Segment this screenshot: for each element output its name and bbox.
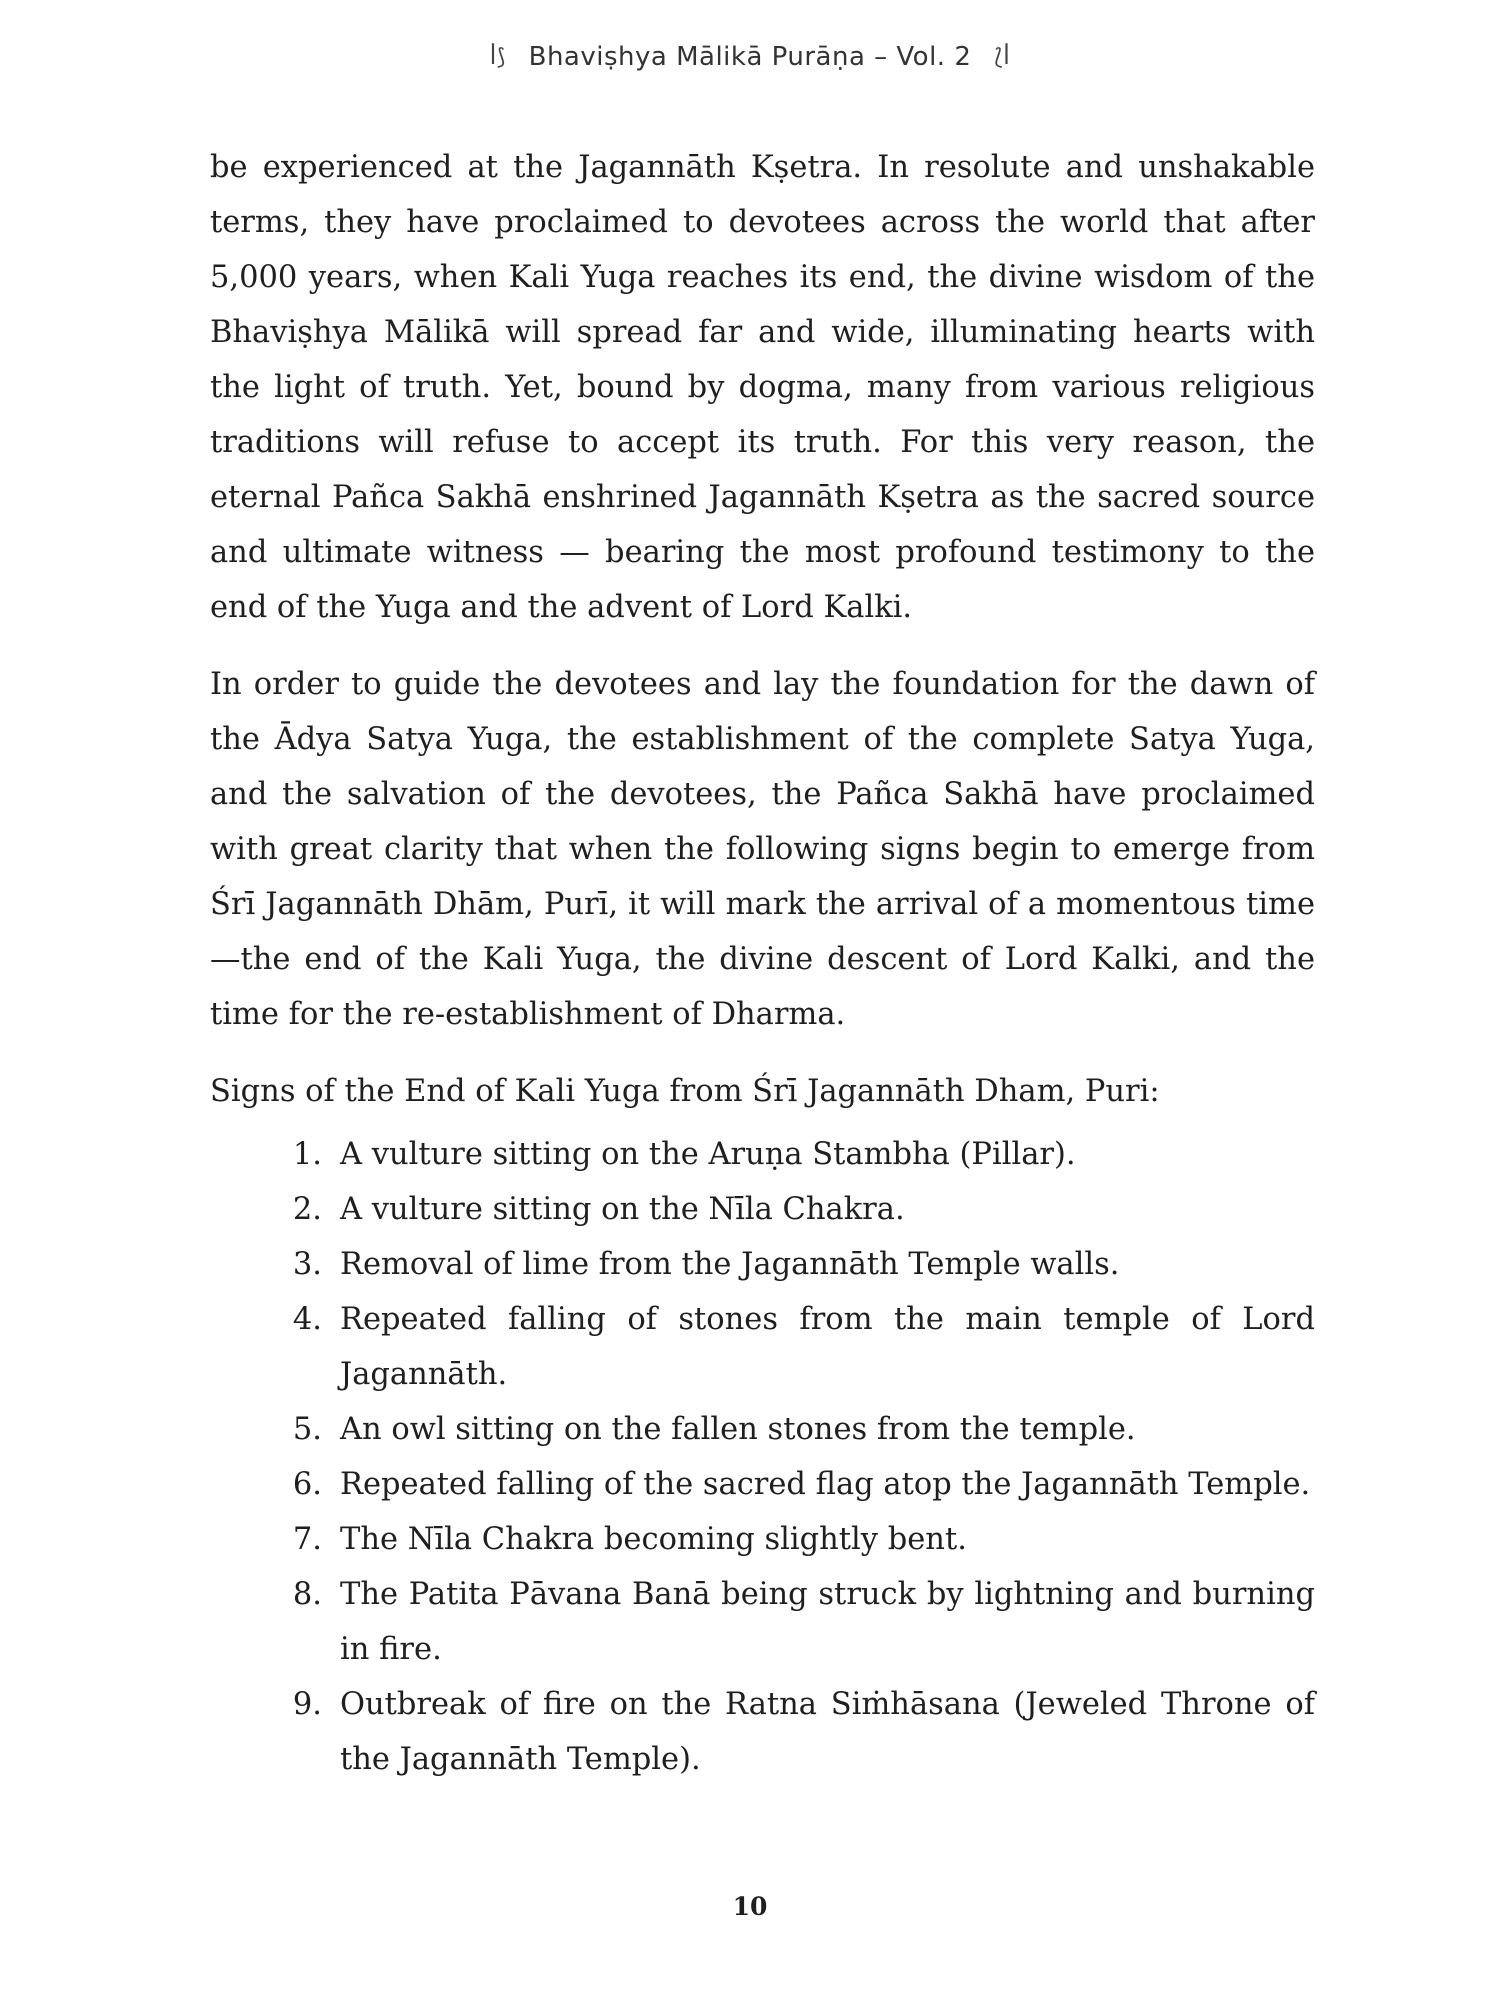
list-number: 9.	[292, 1687, 322, 1722]
list-text: Repeated falling of the sacred flag atop the Jagannāth Temple.	[340, 1467, 1311, 1502]
signs-list	[210, 1127, 1315, 1787]
list-text: Outbreak of fire on the Ratna Siṁhāsana (Jeweled Throne of the Jagannāth Temple).	[340, 1687, 1315, 1777]
list-text: Repeated falling of stones from the main temple of Lord Jagannāth.	[340, 1302, 1315, 1392]
paragraph-2: In order to guide the devotees and lay the foundation for the dawn of the Ādya Satya Yuga, the establishment of the complete Satya Yuga, and the salvation of the devotees, the Pañca Sakhā have proclaimed with great clarity that when the following signs begin to emerge from Śrī Jagannāth Dhām, Purī, it will mark the arrival of a momentous time—the end of the Kali Yuga, the divine descent of Lord Kalki, and the time for the re-establishment of Dharma.	[210, 667, 1315, 1032]
list-item	[210, 1512, 1315, 1567]
list-item	[210, 1457, 1315, 1512]
list-number: 4.	[292, 1302, 322, 1337]
body-text	[210, 140, 1315, 1787]
running-header	[0, 42, 1500, 72]
right-ornament-icon: ⟅ꟾ	[994, 45, 1011, 70]
list-text: A vulture sitting on the Aruṇa Stambha (Pillar).	[340, 1137, 1076, 1172]
list-text: The Nīla Chakra becoming slightly bent.	[340, 1522, 967, 1557]
list-text: An owl sitting on the fallen stones from the temple.	[340, 1412, 1136, 1447]
list-number: 5.	[292, 1412, 322, 1447]
list-item	[210, 1402, 1315, 1457]
list-item	[210, 1127, 1315, 1182]
list-text: The Patita Pāvana Banā being struck by lightning and burning in fire.	[340, 1577, 1315, 1667]
list-number: 6.	[292, 1467, 322, 1502]
page-number: 10	[732, 1892, 768, 1921]
list-number: 8.	[292, 1577, 322, 1612]
list-item	[210, 1567, 1315, 1677]
signs-heading: Signs of the End of Kali Yuga from Śrī Jagannāth Dham, Puri:	[210, 1074, 1160, 1109]
list-text: A vulture sitting on the Nīla Chakra.	[340, 1192, 905, 1227]
list-number: 7.	[292, 1522, 322, 1557]
list-number: 2.	[292, 1192, 322, 1227]
list-number: 3.	[292, 1247, 322, 1282]
list-item	[210, 1292, 1315, 1402]
list-item	[210, 1182, 1315, 1237]
list-item	[210, 1677, 1315, 1787]
list-text: Removal of lime from the Jagannāth Temple walls.	[340, 1247, 1120, 1282]
list-item	[210, 1237, 1315, 1292]
paragraph-1: be experienced at the Jagannāth Kṣetra. In resolute and unshakable terms, they have proclaimed to devotees across the world that after 5,000 years, when Kali Yuga reaches its end, the divine wisdom of the Bhaviṣhya Mālikā will spread far and wide, illuminating hearts with the light of truth. Yet, bound by dogma, many from various religious traditions will refuse to accept its truth. For this very reason, the eternal Pañca Sakhā enshrined Jagannāth Kṣetra as the sacred source and ultimate witness — bearing the most profound testimony to the end of the Yuga and the advent of Lord Kalki.	[210, 150, 1315, 625]
list-number: 1.	[292, 1137, 322, 1172]
left-ornament-icon: ꟾ⟆	[489, 45, 506, 70]
header-title: Bhaviṣhya Mālikā Purāṇa – Vol. 2	[528, 42, 972, 72]
